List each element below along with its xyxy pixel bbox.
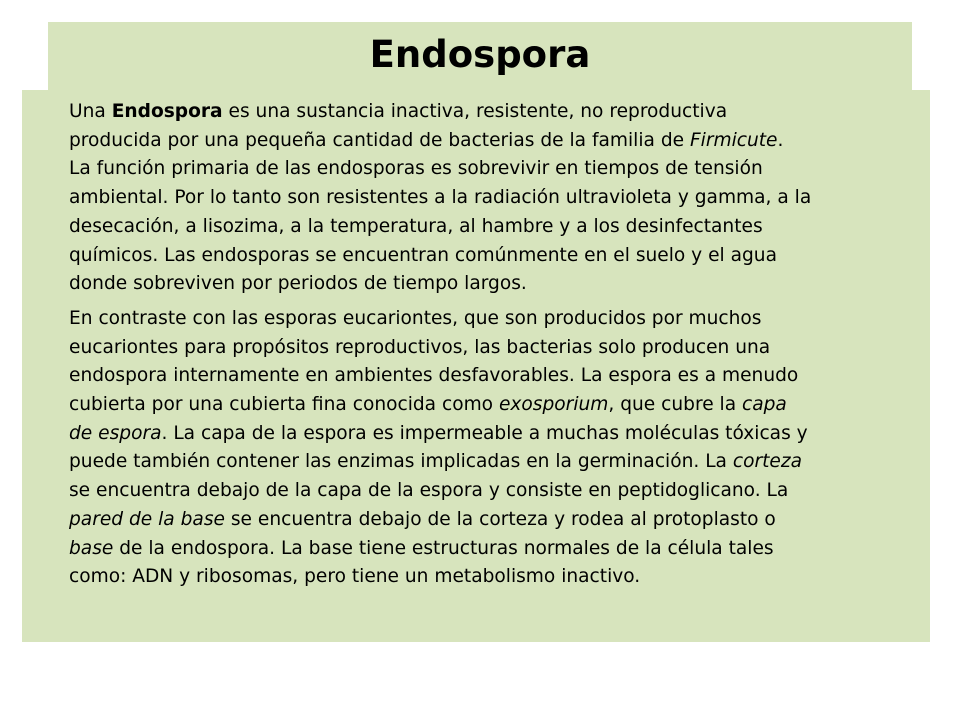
paragraph-2	[69, 305, 929, 592]
text-line: En contraste con las esporas eucariontes, que son producidos por muchos	[69, 307, 762, 329]
text-line: La función primaria de las endosporas es sobrevivir en tiempos de tensión	[69, 158, 763, 180]
italic-term: exosporium	[498, 394, 609, 416]
text-line	[69, 98, 929, 127]
text-line	[69, 420, 929, 449]
italic-term: capa	[742, 394, 787, 416]
text-line	[69, 127, 929, 156]
text-span: es una sustancia inactiva, resistente, no reproductiva	[222, 101, 728, 122]
text-line: donde sobreviven por periodos de tiempo largos.	[69, 273, 527, 295]
text-line	[69, 535, 929, 564]
italic-term: Firmicute	[689, 129, 778, 151]
text-line: endospora internamente en ambientes desfavorables. La espora es a menudo	[69, 365, 799, 387]
text-line: eucariontes para propósitos reproductivos, las bacterias solo producen una	[69, 336, 771, 358]
text-line	[69, 448, 929, 477]
slide-title: Endospora	[369, 33, 591, 76]
text-span: se encuentra debajo de la corteza y rodea al protoplasto o	[224, 508, 776, 530]
text-line: desecación, a lisozima, a la temperatura, al hambre y a los desinfectantes	[69, 215, 763, 237]
text-line	[69, 391, 929, 420]
text-line: químicos. Las endosporas se encuentran comúnmente en el suelo y el agua	[69, 244, 777, 266]
text-span: producida por una pequeña cantidad de bacterias de la familia de	[69, 129, 690, 151]
text-span: de la endospora. La base tiene estructuras normales de la célula tales	[113, 537, 774, 559]
text-span: Una	[69, 101, 112, 122]
text-line: ambiental. Por lo tanto son resistentes a la radiación ultravioleta y gamma, a la	[69, 187, 812, 209]
text-line: se encuentra debajo de la capa de la espora y consiste en peptidoglicano. La	[69, 480, 789, 502]
text-span: cubierta por una cubierta fina conocida como	[69, 394, 499, 416]
text-span: .	[777, 129, 784, 151]
paragraph-1	[69, 98, 929, 299]
italic-term: base	[69, 537, 114, 559]
italic-term: pared de la base	[69, 508, 225, 530]
text-span: . La capa de la espora es impermeable a muchas moléculas tóxicas y	[161, 422, 808, 444]
content-text	[69, 98, 929, 598]
italic-term: corteza	[732, 451, 803, 473]
text-line: como: ADN y ribosomas, pero tiene un metabolismo inactivo.	[69, 566, 641, 588]
text-span: , que cubre la	[608, 394, 743, 416]
text-line	[69, 506, 929, 535]
bold-term: Endospora	[111, 101, 223, 122]
text-span: puede también contener las enzimas implicadas en la germinación. La	[69, 451, 733, 473]
italic-term: de espora	[69, 422, 162, 444]
